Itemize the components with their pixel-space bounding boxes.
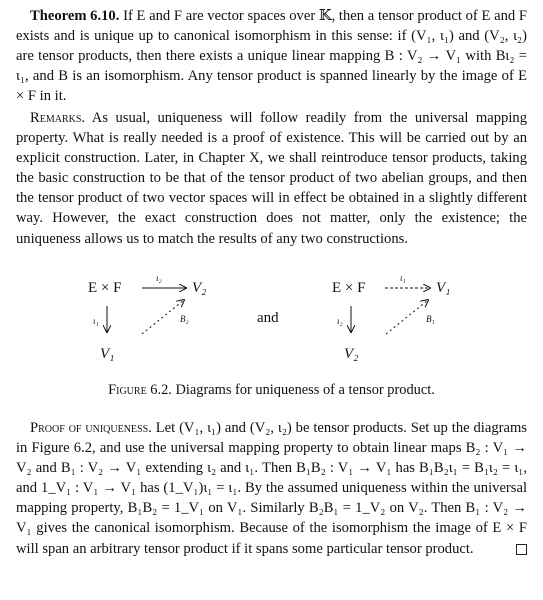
commutative-diagrams bbox=[0, 268, 543, 373]
right-diagram bbox=[332, 273, 450, 362]
right-top-arrow-label: ι₁ bbox=[400, 273, 406, 283]
left-diagram bbox=[88, 273, 206, 362]
theorem-paragraph bbox=[16, 6, 527, 106]
theorem-label: Theorem 6.10. bbox=[30, 8, 120, 24]
right-bottom-target: V₂ bbox=[344, 346, 359, 362]
left-source: E × F bbox=[88, 280, 122, 296]
left-bottom-target: V₁ bbox=[100, 346, 115, 362]
proof-text: Let (V₁, ι₁) and (V₂, ι₂) be tensor products. Set up the diagrams in Figure 6.2, and use the universal mapping property to obtain linear maps B₂ : V₁ → V₂ and B₁ : V₂ → V₁ extending ι₂ and ι₁. Then B₁B₂ : V₁ → V₁ has B₁B₂ι₁ = B₁ι₂ = ι₁, and 1_V₁ : V₁ → V₁ has (1_V₁)ι₁ = ι₁. By the assumed uniqueness within the universal mapping property, B₁B₂ = 1_V₁ on V₁. Similarly B₂B₁ = 1_V₂ on V₂. Then B₁ : V₂ → V₁ gives the canonical isomorphism. Because of the isomorphism the image of E × F will span an arbitrary tensor product if it spans some particular tensor product. bbox=[16, 420, 527, 557]
right-diagonal-arrow bbox=[386, 300, 428, 334]
caption-label: Figure 6.2. bbox=[108, 382, 172, 398]
figure-caption bbox=[0, 382, 543, 399]
left-top-target: V₂ bbox=[192, 280, 207, 296]
qed-box-icon bbox=[516, 544, 527, 555]
left-diagonal-arrow-label: B₂ bbox=[180, 314, 189, 324]
left-down-arrow-label: ι₁ bbox=[93, 316, 99, 326]
remarks-text: As usual, uniqueness will follow readily from the universal mapping property. What is really needed is a proof of existence. This will be carried out by an explicit construction. Later, in Chapter X, we shall reintroduce tensor products, taking the basic construction to be that of the tensor product of two abelian groups, and then the tensor product of two vector spaces will in effect be obtained in a slightly different way. However, the exact construction does not matter, only the existence; the uniqueness allows us to match the results of any two constructions. bbox=[16, 110, 528, 247]
caption-text: Diagrams for uniqueness of a tensor product. bbox=[175, 382, 435, 398]
right-diagonal-arrow-label: B₁ bbox=[426, 314, 435, 324]
left-diagonal-arrow bbox=[142, 300, 184, 334]
proof-label: Proof of uniqueness. bbox=[30, 420, 152, 436]
remarks-paragraph bbox=[16, 108, 527, 249]
left-top-arrow-label: ι₂ bbox=[156, 273, 162, 283]
remarks-label: Remarks. bbox=[30, 110, 86, 126]
diagram-connector: and bbox=[257, 310, 279, 326]
right-top-target: V₁ bbox=[436, 280, 451, 296]
theorem-text: If E and F are vector spaces over 𝕂, then a tensor product of E and F exists and is unique up to canonical isomorphism in this sense: if (V₁, ι₁) and (V₂, ι₂) are tensor products, then there exists a unique linear mapping B : V₂ → V₁ with Bι₂ = ι₁, and B is an isomorphism. Any tensor product is spanned linearly by the image of E × F in it. bbox=[16, 8, 527, 105]
proof-paragraph bbox=[16, 418, 527, 559]
right-source: E × F bbox=[332, 280, 366, 296]
right-down-arrow-label: ι₂ bbox=[337, 316, 343, 326]
